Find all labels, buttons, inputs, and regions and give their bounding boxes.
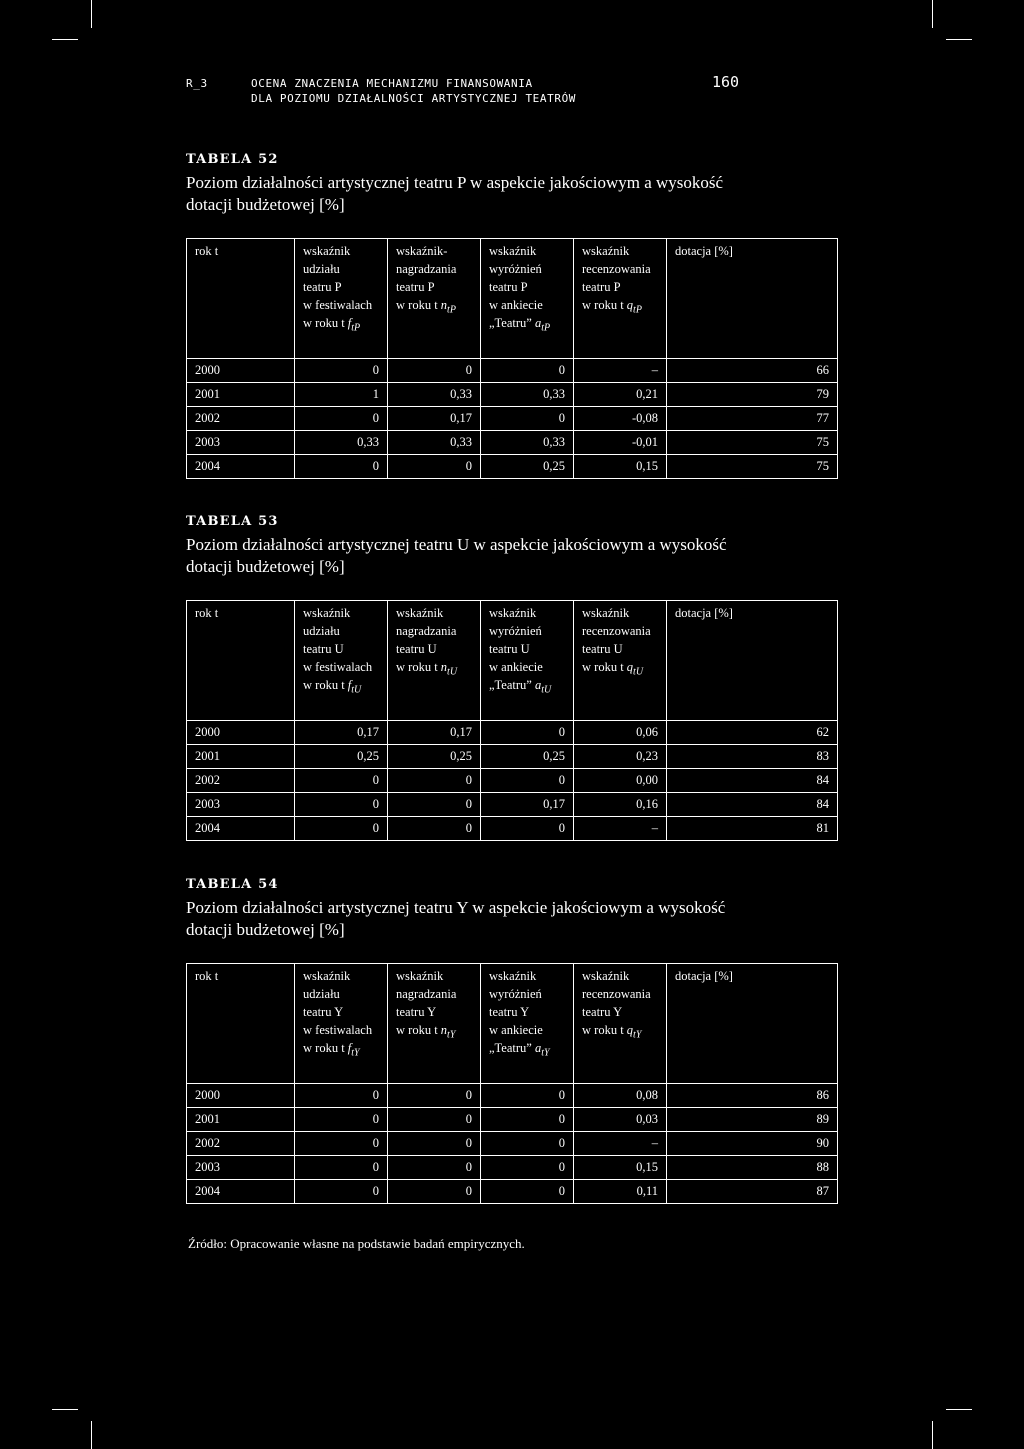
header-line: teatru Y xyxy=(582,1005,623,1019)
header-line: udziału xyxy=(303,624,340,638)
column-header xyxy=(187,601,295,721)
table-label: TABELA 54 xyxy=(186,877,279,892)
header-line-with-symbol xyxy=(303,1039,379,1063)
header-line: w roku t n xyxy=(396,660,448,674)
header-line: wskaźnik xyxy=(303,244,351,258)
column-header xyxy=(667,601,838,721)
data-table xyxy=(186,600,838,841)
column-header xyxy=(295,239,388,359)
column-header xyxy=(187,239,295,359)
column-header xyxy=(295,964,388,1084)
column-header xyxy=(388,964,481,1084)
value-cell: 0,25 xyxy=(295,745,388,769)
header-line: wyróżnień xyxy=(489,262,542,276)
header-line: rok t xyxy=(195,244,219,258)
column-header xyxy=(481,964,574,1084)
table-row xyxy=(187,1156,838,1180)
header-line: teatru U xyxy=(303,642,344,656)
header-line: w roku t n xyxy=(396,298,448,312)
symbol-letter: a xyxy=(534,1041,542,1055)
year-cell: 2000 xyxy=(187,1084,295,1108)
value-cell: 0,25 xyxy=(481,745,574,769)
value-cell: 0,06 xyxy=(574,721,667,745)
header-row xyxy=(187,964,838,1084)
value-cell: 0,33 xyxy=(481,431,574,455)
table-row xyxy=(187,1180,838,1204)
value-cell: 81 xyxy=(667,817,838,841)
header-line: dotacja [%] xyxy=(675,244,733,258)
symbol-letter: q xyxy=(626,1023,634,1037)
value-cell: 66 xyxy=(667,359,838,383)
header-line: wskaźnik xyxy=(489,606,537,620)
value-cell: 84 xyxy=(667,769,838,793)
value-cell: 62 xyxy=(667,721,838,745)
value-cell: 0,25 xyxy=(481,455,574,479)
value-cell: 0,17 xyxy=(388,721,481,745)
table-row xyxy=(187,359,838,383)
table-row xyxy=(187,455,838,479)
table-row xyxy=(187,383,838,407)
crop-mark xyxy=(932,1421,933,1449)
header-line: recenzowania xyxy=(582,987,651,1001)
header-line-with-symbol xyxy=(303,314,379,338)
table-row xyxy=(187,793,838,817)
crop-mark xyxy=(946,39,972,40)
header-line-with-symbol xyxy=(582,658,658,682)
header-line: wskaźnik xyxy=(396,969,444,983)
value-cell: 0,17 xyxy=(295,721,388,745)
value-cell: 0,03 xyxy=(574,1108,667,1132)
header-line: teatru Y xyxy=(303,1005,344,1019)
header-line: teatru U xyxy=(489,642,530,656)
value-cell: 0 xyxy=(481,817,574,841)
header-line: nagradzania xyxy=(396,262,457,276)
value-cell: 0 xyxy=(295,1108,388,1132)
header-line: w roku t q xyxy=(582,1023,634,1037)
value-cell: -0,01 xyxy=(574,431,667,455)
value-cell: 79 xyxy=(667,383,838,407)
value-cell: 0 xyxy=(481,769,574,793)
header-line: wskaźnik xyxy=(582,244,630,258)
symbol-letter: a xyxy=(534,678,542,692)
symbol-subscript: tP xyxy=(351,322,361,334)
value-cell: 0 xyxy=(295,1180,388,1204)
table-row xyxy=(187,745,838,769)
symbol-letter: a xyxy=(534,316,542,330)
column-header xyxy=(187,964,295,1084)
source-note: Źródło: Opracowanie własne na podstawie badań empirycznych. xyxy=(188,1236,525,1251)
header-line: teatru P xyxy=(582,280,621,294)
table-section xyxy=(186,875,838,1204)
header-line: recenzowania xyxy=(582,262,651,276)
header-line: wskaźnik xyxy=(303,606,351,620)
crop-mark xyxy=(932,0,933,28)
value-cell: 83 xyxy=(667,745,838,769)
column-header xyxy=(667,964,838,1084)
header-line: w festiwalach xyxy=(303,1023,373,1037)
header-line-with-symbol xyxy=(582,1021,658,1045)
value-cell: -0,08 xyxy=(574,407,667,431)
value-cell: 88 xyxy=(667,1156,838,1180)
header-line: wskaźnik xyxy=(396,606,444,620)
value-cell: 75 xyxy=(667,431,838,455)
value-cell: 0,33 xyxy=(295,431,388,455)
value-cell: 0,15 xyxy=(574,455,667,479)
header-line: w ankiecie xyxy=(489,298,543,312)
crop-mark xyxy=(52,39,78,40)
column-header xyxy=(667,239,838,359)
header-line: nagradzania xyxy=(396,987,457,1001)
value-cell: 0 xyxy=(388,817,481,841)
header-line: dotacja [%] xyxy=(675,606,733,620)
symbol-subscript: tP xyxy=(633,304,642,316)
column-header xyxy=(481,601,574,721)
value-cell: 0 xyxy=(295,817,388,841)
data-table xyxy=(186,963,838,1204)
table-title: Poziom działalności artystycznej teatru U w aspekcie jakościowym a wysokość dotacji budżetowej [%] xyxy=(186,535,727,576)
crop-mark xyxy=(946,1409,972,1410)
header-line-with-symbol xyxy=(489,676,565,700)
year-cell: 2003 xyxy=(187,793,295,817)
value-cell: 0,15 xyxy=(574,1156,667,1180)
value-cell: 0,25 xyxy=(388,745,481,769)
header-line: dotacja [%] xyxy=(675,969,733,983)
header-line-with-symbol xyxy=(489,314,565,338)
header-line: „Teatru” a xyxy=(489,1041,542,1055)
header-line: „Teatru” a xyxy=(489,316,542,330)
value-cell: 1 xyxy=(295,383,388,407)
value-cell: 90 xyxy=(667,1132,838,1156)
header-line: wskaźnik- xyxy=(396,244,448,258)
value-cell: 0,17 xyxy=(388,407,481,431)
table-row xyxy=(187,769,838,793)
symbol-subscript: tU xyxy=(351,684,362,696)
table-row xyxy=(187,1108,838,1132)
header-row xyxy=(187,239,838,359)
value-cell: 84 xyxy=(667,793,838,817)
year-cell: 2001 xyxy=(187,1108,295,1132)
header-line: w roku t f xyxy=(303,316,352,330)
header-line: w roku t q xyxy=(582,660,634,674)
header-line-with-symbol xyxy=(396,296,472,320)
symbol-letter: f xyxy=(347,1041,352,1055)
header-line: teatru U xyxy=(582,642,623,656)
value-cell: 0 xyxy=(388,359,481,383)
year-cell: 2004 xyxy=(187,817,295,841)
value-cell: 0 xyxy=(388,1108,481,1132)
table-row xyxy=(187,817,838,841)
crop-mark xyxy=(91,1421,92,1449)
value-cell: 0,33 xyxy=(481,383,574,407)
data-table xyxy=(186,238,838,479)
value-cell: 0,23 xyxy=(574,745,667,769)
value-cell: 0 xyxy=(388,1180,481,1204)
header-line: w ankiecie xyxy=(489,1023,543,1037)
value-cell: 0 xyxy=(481,1156,574,1180)
symbol-subscript: tU xyxy=(633,666,644,678)
value-cell: 0,21 xyxy=(574,383,667,407)
header-line: recenzowania xyxy=(582,624,651,638)
header-line: wskaźnik xyxy=(489,969,537,983)
header-line-with-symbol xyxy=(582,296,658,320)
table-row xyxy=(187,407,838,431)
year-cell: 2003 xyxy=(187,431,295,455)
value-cell: 0 xyxy=(295,1132,388,1156)
value-cell: 0 xyxy=(388,793,481,817)
table-row xyxy=(187,1132,838,1156)
header-line-with-symbol xyxy=(396,1021,472,1045)
year-cell: 2002 xyxy=(187,1132,295,1156)
running-title-line: DLA POZIOMU DZIAŁALNOŚCI ARTYSTYCZNEJ TEATRÓW xyxy=(251,92,577,105)
header-line-with-symbol xyxy=(489,1039,565,1063)
header-line: teatru Y xyxy=(489,1005,530,1019)
value-cell: 0,11 xyxy=(574,1180,667,1204)
value-cell: 77 xyxy=(667,407,838,431)
running-title xyxy=(251,76,576,106)
crop-mark xyxy=(52,1409,78,1410)
symbol-subscript: tY xyxy=(351,1047,360,1059)
year-cell: 2003 xyxy=(187,1156,295,1180)
value-cell: 0,33 xyxy=(388,383,481,407)
symbol-letter: q xyxy=(626,660,634,674)
value-cell: 0,00 xyxy=(574,769,667,793)
symbol-letter: n xyxy=(440,298,448,312)
header-line: w roku t f xyxy=(303,1041,352,1055)
column-header xyxy=(574,239,667,359)
value-cell: 0 xyxy=(388,769,481,793)
chapter-code: R_3 xyxy=(186,77,208,90)
value-cell: – xyxy=(574,359,667,383)
year-cell: 2000 xyxy=(187,721,295,745)
header-line: wskaźnik xyxy=(489,244,537,258)
header-line: w roku t n xyxy=(396,1023,448,1037)
table-title: Poziom działalności artystycznej teatru P w aspekcie jakościowym a wysokość dotacji budżetowej [%] xyxy=(186,173,724,214)
symbol-subscript: tY xyxy=(447,1029,456,1041)
header-line: w ankiecie xyxy=(489,660,543,674)
header-line: w festiwalach xyxy=(303,298,373,312)
symbol-subscript: tP xyxy=(447,304,456,316)
value-cell: 0 xyxy=(388,1084,481,1108)
header-line: teatru U xyxy=(396,642,437,656)
value-cell: 0 xyxy=(481,721,574,745)
value-cell: 0 xyxy=(295,769,388,793)
value-cell: 0,17 xyxy=(481,793,574,817)
symbol-letter: n xyxy=(440,660,448,674)
value-cell: 0 xyxy=(388,1156,481,1180)
header-line: wskaźnik xyxy=(303,969,351,983)
symbol-letter: f xyxy=(347,316,352,330)
value-cell: 0 xyxy=(481,359,574,383)
value-cell: 87 xyxy=(667,1180,838,1204)
value-cell: 0 xyxy=(481,1084,574,1108)
column-header xyxy=(295,601,388,721)
header-line: teatru P xyxy=(396,280,435,294)
symbol-subscript: tY xyxy=(541,1047,550,1059)
header-line: w festiwalach xyxy=(303,660,373,674)
column-header xyxy=(574,601,667,721)
table-title: Poziom działalności artystycznej teatru Y w aspekcie jakościowym a wysokość dotacji budżetowej [%] xyxy=(186,898,726,939)
year-cell: 2004 xyxy=(187,455,295,479)
header-line: teatru P xyxy=(489,280,528,294)
value-cell: – xyxy=(574,817,667,841)
value-cell: 0 xyxy=(481,1180,574,1204)
header-line: wskaźnik xyxy=(582,969,630,983)
crop-mark xyxy=(91,0,92,28)
value-cell: 89 xyxy=(667,1108,838,1132)
value-cell: 0 xyxy=(481,1132,574,1156)
value-cell: 0 xyxy=(481,407,574,431)
symbol-letter: f xyxy=(347,678,352,692)
header-line: w roku t q xyxy=(582,298,634,312)
symbol-subscript: tU xyxy=(447,666,458,678)
value-cell: 0 xyxy=(295,1084,388,1108)
value-cell: 0,33 xyxy=(388,431,481,455)
header-line: wyróżnień xyxy=(489,624,542,638)
header-line-with-symbol xyxy=(396,658,472,682)
table-row xyxy=(187,1084,838,1108)
symbol-letter: q xyxy=(626,298,634,312)
column-header xyxy=(388,239,481,359)
table-section xyxy=(186,150,838,479)
header-line-with-symbol xyxy=(303,676,379,700)
year-cell: 2002 xyxy=(187,407,295,431)
value-cell: 0 xyxy=(295,793,388,817)
symbol-subscript: tU xyxy=(541,684,552,696)
column-header xyxy=(388,601,481,721)
year-cell: 2001 xyxy=(187,383,295,407)
header-line: wyróżnień xyxy=(489,987,542,1001)
value-cell: 0 xyxy=(481,1108,574,1132)
table-label: TABELA 52 xyxy=(186,152,279,167)
header-line: teatru P xyxy=(303,280,342,294)
value-cell: – xyxy=(574,1132,667,1156)
table-row xyxy=(187,431,838,455)
symbol-letter: n xyxy=(440,1023,448,1037)
value-cell: 0 xyxy=(295,1156,388,1180)
symbol-subscript: tY xyxy=(633,1029,642,1041)
column-header xyxy=(574,964,667,1084)
header-line: rok t xyxy=(195,606,219,620)
header-line: udziału xyxy=(303,987,340,1001)
table-section xyxy=(186,512,838,841)
header-line: „Teatru” a xyxy=(489,678,542,692)
header-line: w roku t f xyxy=(303,678,352,692)
value-cell: 0 xyxy=(295,455,388,479)
year-cell: 2002 xyxy=(187,769,295,793)
header-line: udziału xyxy=(303,262,340,276)
running-title-line: OCENA ZNACZENIA MECHANIZMU FINANSOWANIA xyxy=(251,77,533,90)
column-header xyxy=(481,239,574,359)
value-cell: 0,16 xyxy=(574,793,667,817)
year-cell: 2001 xyxy=(187,745,295,769)
page-number: 160 xyxy=(712,73,740,91)
value-cell: 0 xyxy=(388,455,481,479)
value-cell: 0,08 xyxy=(574,1084,667,1108)
value-cell: 75 xyxy=(667,455,838,479)
symbol-subscript: tP xyxy=(541,322,551,334)
value-cell: 0 xyxy=(388,1132,481,1156)
value-cell: 86 xyxy=(667,1084,838,1108)
value-cell: 0 xyxy=(295,407,388,431)
value-cell: 0 xyxy=(295,359,388,383)
header-row xyxy=(187,601,838,721)
header-line: teatru Y xyxy=(396,1005,437,1019)
header-line: rok t xyxy=(195,969,219,983)
table-label: TABELA 53 xyxy=(186,514,279,529)
year-cell: 2000 xyxy=(187,359,295,383)
header-line: wskaźnik xyxy=(582,606,630,620)
table-row xyxy=(187,721,838,745)
year-cell: 2004 xyxy=(187,1180,295,1204)
header-line: nagradzania xyxy=(396,624,457,638)
